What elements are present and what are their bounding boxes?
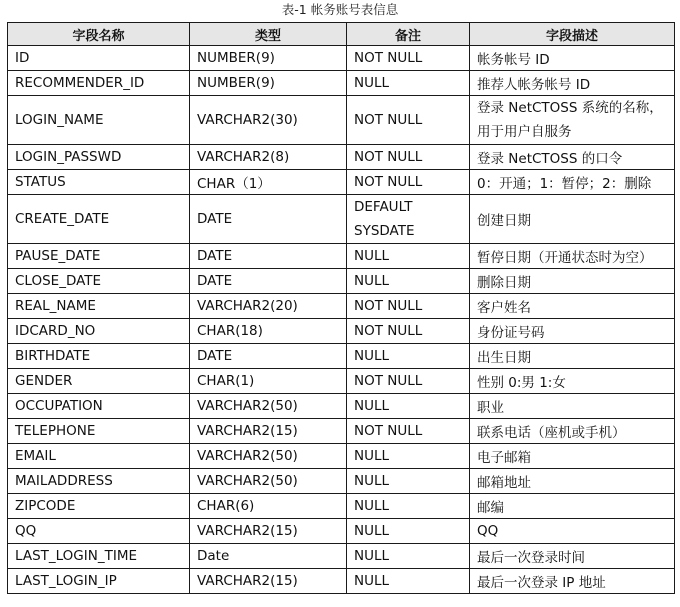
description-cell-line: 登录 NetCTOSS 系统的名称， [477, 100, 663, 116]
table-row [8, 394, 675, 419]
note-cell-line: SYSDATE [354, 223, 415, 239]
description-cell [470, 244, 675, 269]
field-name-cell: OCCUPATION [8, 394, 190, 419]
field-name-cell: LOGIN_NAME [8, 96, 190, 145]
description-cell-line: 出生日期 [477, 350, 531, 366]
type-cell: VARCHAR2(50) [190, 469, 347, 494]
table-row [8, 294, 675, 319]
type-cell: VARCHAR2(50) [190, 444, 347, 469]
description-cell [470, 469, 675, 494]
account-table [7, 22, 675, 594]
description-cell [470, 344, 675, 369]
description-cell-line: 客户姓名 [477, 300, 531, 316]
note-cell-line: NULL [354, 498, 390, 514]
note-cell-line: NULL [354, 273, 390, 289]
note-cell [347, 444, 470, 469]
type-cell: CHAR(1) [190, 369, 347, 394]
note-cell [347, 544, 470, 569]
note-cell [347, 96, 470, 145]
note-cell-line: NULL [354, 75, 390, 91]
description-cell [470, 195, 675, 244]
type-cell: Date [190, 544, 347, 569]
note-cell-line: NOT NULL [354, 112, 423, 128]
note-cell [347, 244, 470, 269]
note-cell [347, 195, 470, 244]
note-cell-line: NULL [354, 398, 390, 414]
table-row [8, 96, 675, 145]
field-name-cell: CLOSE_DATE [8, 269, 190, 294]
description-cell-line: 暂停日期（开通状态时为空） [477, 250, 653, 266]
table-row [8, 494, 675, 519]
field-name-cell: RECOMMENDER_ID [8, 71, 190, 96]
description-cell-line: 最后一次登录时间 [477, 550, 585, 566]
description-cell [470, 419, 675, 444]
note-cell [347, 469, 470, 494]
description-cell [470, 170, 675, 195]
type-cell: DATE [190, 344, 347, 369]
description-cell [470, 519, 675, 544]
field-name-cell: REAL_NAME [8, 294, 190, 319]
description-cell [470, 71, 675, 96]
description-cell [470, 269, 675, 294]
type-cell: NUMBER(9) [190, 46, 347, 71]
note-cell [347, 519, 470, 544]
note-cell-line: NULL [354, 348, 390, 364]
header-type: 类型 [190, 23, 347, 46]
description-cell-line: 帐务帐号 ID [477, 52, 550, 68]
type-cell: VARCHAR2(15) [190, 569, 347, 594]
header-field-name: 字段名称 [8, 23, 190, 46]
note-cell [347, 394, 470, 419]
note-cell-line: NOT NULL [354, 50, 423, 66]
description-cell [470, 96, 675, 145]
note-cell-line: NOT NULL [354, 323, 423, 339]
note-cell-line: NOT NULL [354, 373, 423, 389]
description-cell [470, 294, 675, 319]
field-name-cell: LOGIN_PASSWD [8, 145, 190, 170]
note-cell [347, 145, 470, 170]
table-row [8, 419, 675, 444]
header-description: 字段描述 [470, 23, 675, 46]
table-row [8, 170, 675, 195]
note-cell [347, 170, 470, 195]
table-row [8, 444, 675, 469]
description-cell-line: 创建日期 [477, 213, 531, 229]
note-cell-line: NULL [354, 248, 390, 264]
table-row [8, 469, 675, 494]
type-cell: VARCHAR2(8) [190, 145, 347, 170]
type-cell: DATE [190, 195, 347, 244]
note-cell-line: NULL [354, 548, 390, 564]
table-row [8, 195, 675, 244]
field-name-cell: ID [8, 46, 190, 71]
description-cell [470, 544, 675, 569]
field-name-cell: GENDER [8, 369, 190, 394]
type-cell: DATE [190, 244, 347, 269]
note-cell [347, 344, 470, 369]
description-cell [470, 394, 675, 419]
description-cell-line: 登录 NetCTOSS 的口令 [477, 151, 623, 167]
field-name-cell: BIRTHDATE [8, 344, 190, 369]
field-name-cell: TELEPHONE [8, 419, 190, 444]
type-cell: VARCHAR2(50) [190, 394, 347, 419]
table-row [8, 344, 675, 369]
note-cell-line: NULL [354, 473, 390, 489]
table-header [8, 23, 675, 46]
field-name-cell: STATUS [8, 170, 190, 195]
header-note: 备注 [347, 23, 470, 46]
note-cell [347, 419, 470, 444]
type-cell: VARCHAR2(20) [190, 294, 347, 319]
field-name-cell: LAST_LOGIN_TIME [8, 544, 190, 569]
description-cell [470, 494, 675, 519]
description-cell-line: 推荐人帐务帐号 ID [477, 77, 591, 93]
note-cell-line: NOT NULL [354, 174, 423, 190]
note-cell-line: NULL [354, 523, 390, 539]
note-cell [347, 294, 470, 319]
description-cell-line: QQ [477, 523, 499, 539]
description-cell-line: 联系电话（座机或手机） [477, 425, 626, 441]
table-row [8, 569, 675, 594]
field-name-cell: MAILADDRESS [8, 469, 190, 494]
description-cell-line: 删除日期 [477, 275, 531, 291]
type-cell: CHAR（1） [190, 170, 347, 195]
field-name-cell: QQ [8, 519, 190, 544]
table-row [8, 369, 675, 394]
table-caption: 表-1 帐务账号表信息 [281, 2, 399, 17]
note-cell [347, 46, 470, 71]
field-name-cell: CREATE_DATE [8, 195, 190, 244]
table-row [8, 46, 675, 71]
note-cell-line: NULL [354, 448, 390, 464]
type-cell: VARCHAR2(30) [190, 96, 347, 145]
note-cell-line: NOT NULL [354, 423, 423, 439]
note-cell-line: NULL [354, 573, 390, 589]
description-cell [470, 444, 675, 469]
field-name-cell: ZIPCODE [8, 494, 190, 519]
description-cell-line: 职业 [477, 400, 504, 416]
field-name-cell: PAUSE_DATE [8, 244, 190, 269]
note-cell [347, 569, 470, 594]
type-cell: CHAR(6) [190, 494, 347, 519]
description-cell [470, 369, 675, 394]
field-name-cell: IDCARD_NO [8, 319, 190, 344]
table-row [8, 145, 675, 170]
note-cell [347, 71, 470, 96]
description-cell-line: 邮编 [477, 500, 504, 516]
note-cell [347, 319, 470, 344]
table-body [8, 46, 675, 594]
type-cell: VARCHAR2(15) [190, 419, 347, 444]
note-cell [347, 269, 470, 294]
description-cell-line: 性别 0:男 1:女 [477, 375, 566, 391]
table-row [8, 319, 675, 344]
table-row [8, 519, 675, 544]
description-cell-line: 最后一次登录 IP 地址 [477, 575, 606, 591]
type-cell: DATE [190, 269, 347, 294]
type-cell: CHAR(18) [190, 319, 347, 344]
description-cell-line: 0：开通；1：暂停；2：删除 [477, 176, 652, 192]
description-cell-line: 身份证号码 [477, 325, 545, 341]
table-row [8, 544, 675, 569]
note-cell-line: NOT NULL [354, 298, 423, 314]
description-cell-line: 电子邮箱 [477, 450, 531, 466]
description-cell [470, 569, 675, 594]
note-cell-line: NOT NULL [354, 149, 423, 165]
description-cell [470, 145, 675, 170]
field-name-cell: LAST_LOGIN_IP [8, 569, 190, 594]
type-cell: VARCHAR2(15) [190, 519, 347, 544]
note-cell-line: DEFAULT [354, 199, 413, 215]
table-row [8, 244, 675, 269]
description-cell-line: 邮箱地址 [477, 475, 531, 491]
field-name-cell: EMAIL [8, 444, 190, 469]
description-cell [470, 319, 675, 344]
header-row [8, 23, 675, 46]
description-cell [470, 46, 675, 71]
table-row [8, 269, 675, 294]
type-cell: NUMBER(9) [190, 71, 347, 96]
note-cell [347, 369, 470, 394]
description-cell-line: 用于用户自服务 [477, 124, 572, 140]
note-cell [347, 494, 470, 519]
table-row [8, 71, 675, 96]
